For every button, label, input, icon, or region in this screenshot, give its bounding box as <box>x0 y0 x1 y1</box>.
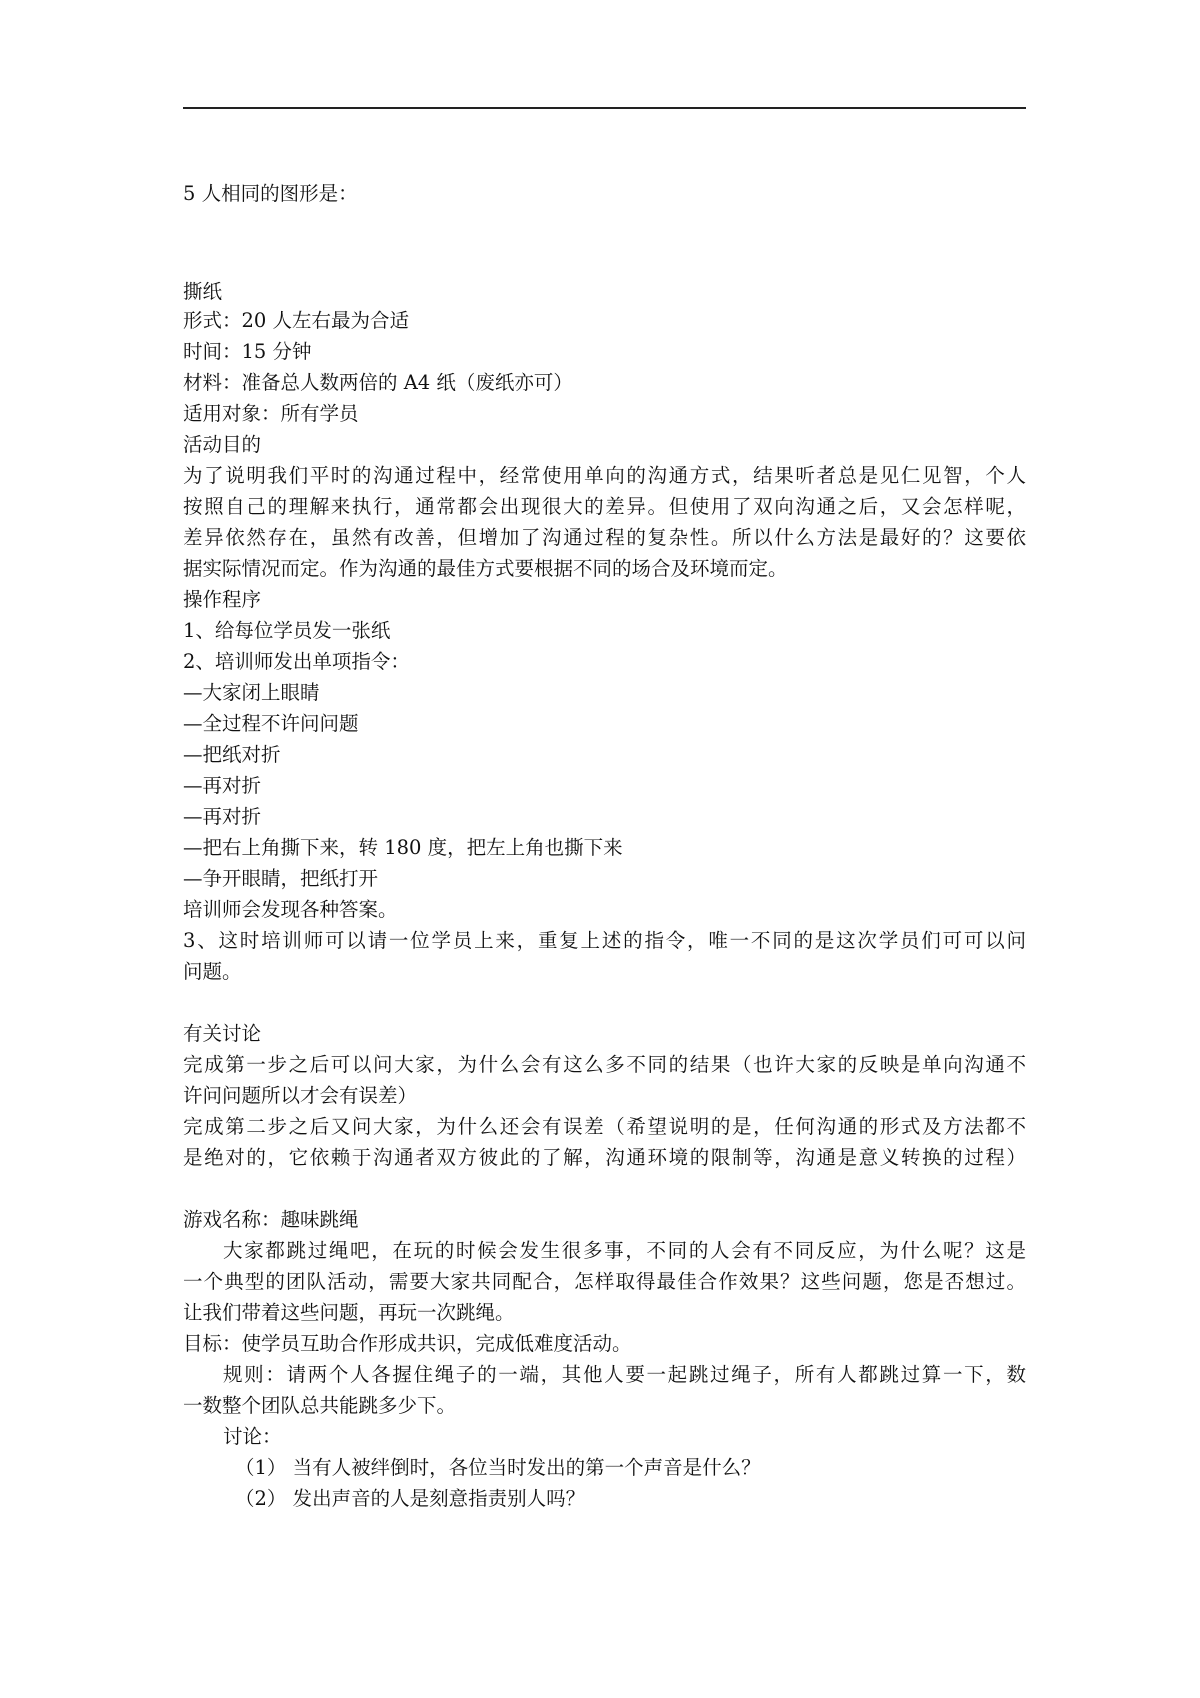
procedure-step: 2、培训师发出单项指令： <box>183 651 410 673</box>
procedure-step: —大家闭上眼睛 <box>183 682 320 704</box>
jump-rope-intro-line: 一个典型的团队活动，需要大家共同配合，怎样取得最佳合作效果？这些问题，您是否想过。 <box>183 1271 1026 1293</box>
purpose-heading: 活动目的 <box>183 434 262 456</box>
tear-paper-form: 形式：20 人左右最为合适 <box>183 310 410 332</box>
procedure-step: 1、给每位学员发一张纸 <box>183 620 391 642</box>
section-title-tear-paper: 撕纸 <box>183 281 223 303</box>
tear-paper-materials: 材料：准备总人数两倍的 A4 纸（废纸亦可） <box>183 372 573 394</box>
discussion-heading: 有关讨论 <box>183 1023 262 1045</box>
jump-rope-question: （2） 发出声音的人是刻意指责别人吗？ <box>235 1488 586 1510</box>
jump-rope-rule-line: 规则：请两个人各握住绳子的一端，其他人要一起跳过绳子，所有人都跳过算一下，数 <box>223 1364 1026 1386</box>
discussion-line: 许问问题所以才会有误差） <box>183 1085 418 1107</box>
procedure-step: 培训师会发现各种答案。 <box>183 899 398 921</box>
discussion-line: 是绝对的，它依赖于沟通者双方彼此的了解，沟通环境的限制等，沟通是意义转换的过程） <box>183 1147 1026 1169</box>
purpose-line: 据实际情况而定。作为沟通的最佳方式要根据不同的场合及环境而定。 <box>183 558 788 580</box>
procedure-step: —再对折 <box>183 775 262 797</box>
jump-rope-question: （1） 当有人被绊倒时，各位当时发出的第一个声音是什么？ <box>235 1457 761 1479</box>
purpose-line: 为了说明我们平时的沟通过程中，经常使用单向的沟通方式，结果听者总是见仁见智，个人 <box>183 465 1026 487</box>
procedure-step: 3、这时培训师可以请一位学员上来，重复上述的指令，唯一不同的是这次学员们可可以问 <box>183 930 1026 952</box>
procedure-step: —争开眼睛，把纸打开 <box>183 868 379 890</box>
procedure-step: —全过程不许问问题 <box>183 713 359 735</box>
procedure-step: 问题。 <box>183 961 242 983</box>
jump-rope-intro-line: 让我们带着这些问题，再玩一次跳绳。 <box>183 1302 515 1324</box>
header-rule <box>183 107 1026 109</box>
jump-rope-discussion-label: 讨论： <box>223 1426 282 1448</box>
section-title-jump-rope: 游戏名称：趣味跳绳 <box>183 1209 359 1231</box>
procedure-step: —再对折 <box>183 806 262 828</box>
figure-caption: 5 人相同的图形是： <box>183 183 358 205</box>
purpose-line: 按照自己的理解来执行，通常都会出现很大的差异。但使用了双向沟通之后，又会怎样呢， <box>183 496 1026 518</box>
procedure-step: —把纸对折 <box>183 744 281 766</box>
jump-rope-intro-line: 大家都跳过绳吧，在玩的时候会发生很多事，不同的人会有不同反应，为什么呢？这是 <box>223 1240 1026 1262</box>
procedure-heading: 操作程序 <box>183 589 262 611</box>
jump-rope-goal: 目标：使学员互助合作形成共识，完成低难度活动。 <box>183 1333 632 1355</box>
jump-rope-rule-line: 一数整个团队总共能跳多少下。 <box>183 1395 457 1417</box>
procedure-step: —把右上角撕下来，转 180 度，把左上角也撕下来 <box>183 837 623 859</box>
discussion-line: 完成第二步之后又问大家，为什么还会有误差（希望说明的是，任何沟通的形式及方法都不 <box>183 1116 1026 1138</box>
discussion-line: 完成第一步之后可以问大家，为什么会有这么多不同的结果（也许大家的反映是单向沟通不 <box>183 1054 1026 1076</box>
tear-paper-audience: 适用对象：所有学员 <box>183 403 359 425</box>
purpose-line: 差异依然存在，虽然有改善，但增加了沟通过程的复杂性。所以什么方法是最好的？这要依 <box>183 527 1026 549</box>
tear-paper-time: 时间：15 分钟 <box>183 341 312 363</box>
